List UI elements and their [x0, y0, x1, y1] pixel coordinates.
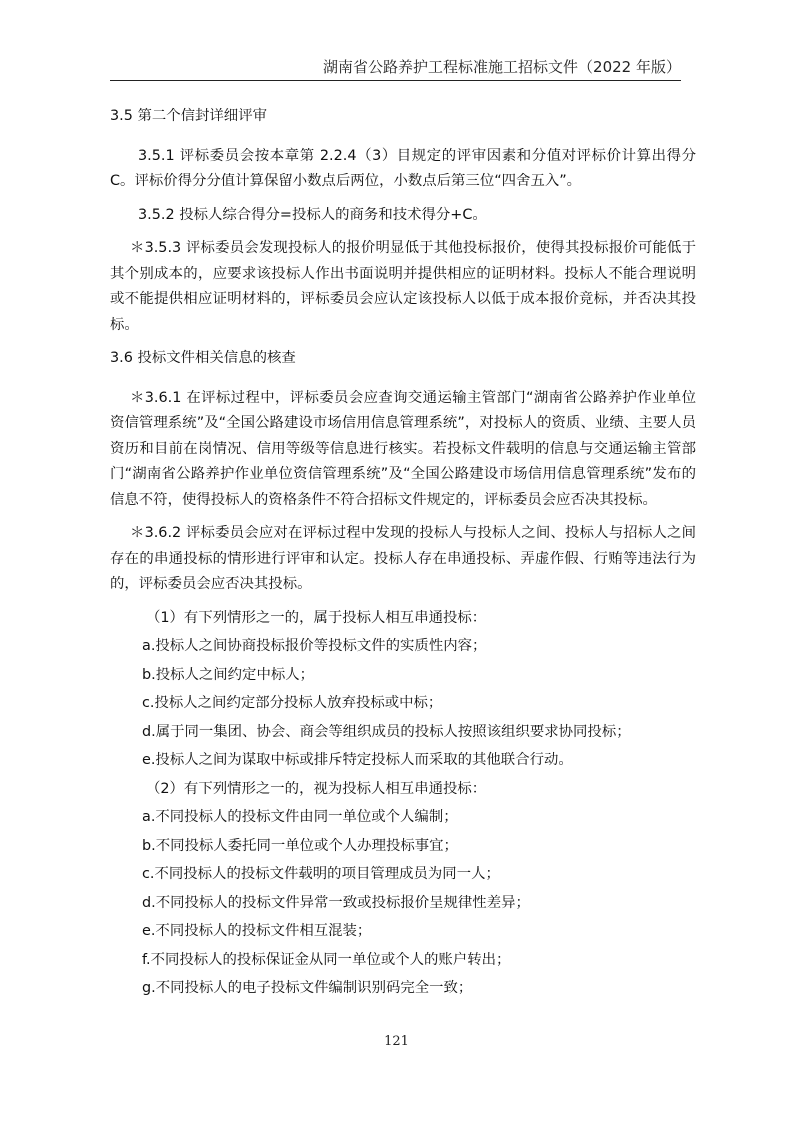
section-heading-3-5: 3.5 第二个信封详细评审	[110, 108, 267, 124]
clause-3-5-1: 3.5.1 评标委员会按本章第 2.2.4（3）目规定的评审因素和分值对评标价计算出得分 C。评标价得分分值计算保留小数点后两位，小数点后第三位“四舍五入”。	[110, 147, 696, 189]
list-1-item-d: d.属于同一集团、协会、商会等组织成员的投标人按照该组织要求协同投标；	[142, 723, 631, 740]
document-body	[110, 104, 696, 1005]
list-1-item-b: b.投标人之间约定中标人；	[142, 666, 315, 683]
clause-3-6-1: ＊3.6.1 在评标过程中，评标委员会应查询交通运输主管部门“湖南省公路养护作业单位资信管理系统”及“全国公路建设市场信用信息管理系统”，对投标人的资质、业绩、主要人员资历和目前在岗情况、信用等级等信息进行核实。若投标文件载明的信息与交通运输主管部门“湖南省公路养护作业单位资信管理系统”及“全国公路建设市场信用信息管理系统”发布的信息不符，使得投标人的资格条件不符合招标文件规定的，评标委员会应否决其投标。	[110, 389, 696, 508]
list-1-item-e: e.投标人之间为谋取中标或排斥特定投标人而采取的其他联合行动。	[142, 752, 573, 768]
list-2-intro: （2）有下列情形之一的，视为投标人相互串通投标：	[146, 780, 487, 797]
section-heading-3-6: 3.6 投标文件相关信息的核查	[110, 350, 296, 366]
header-rule	[110, 80, 681, 81]
list-2-item-f: f.不同投标人的投标保证金从同一单位或个人的账户转出；	[142, 951, 511, 968]
list-2-item-d: d.不同投标人的投标文件异常一致或投标报价呈规律性差异；	[142, 894, 530, 911]
list-1-intro: （1）有下列情形之一的，属于投标人相互串通投标：	[146, 609, 487, 626]
running-header: 湖南省公路养护工程标准施工招标文件（2022 年版）	[323, 58, 681, 76]
list-2-item-g: g.不同投标人的电子投标文件编制识别码完全一致；	[142, 980, 473, 996]
clause-3-5-3: ＊3.5.3 评标委员会发现投标人的报价明显低于其他投标报价，使得其投标报价可能低于其个别成本的，应要求该投标人作出书面说明并提供相应的证明材料。投标人不能合理说明或不能提供相应证明材料的，评标委员会应认定该投标人以低于成本报价竞标，并否决其投标。	[110, 240, 696, 333]
list-2-item-c: c.不同投标人的投标文件载明的项目管理成员为同一人；	[142, 866, 500, 882]
list-1-item-c: c.投标人之间约定部分投标人放弃投标或中标；	[142, 695, 443, 711]
list-2-item-b: b.不同投标人委托同一单位或个人办理投标事宜；	[142, 837, 458, 854]
list-2-item-e: e.不同投标人的投标文件相互混装；	[142, 923, 372, 939]
clause-3-6-2: ＊3.6.2 评标委员会应对在评标过程中发现的投标人与投标人之间、投标人与招标人之间存在的串通投标的情形进行评审和认定。投标人存在串通投标、弄虚作假、行贿等违法行为的，评标委员会应否决其投标。	[110, 525, 696, 592]
list-2-item-a: a.不同投标人的投标文件由同一单位或个人编制；	[142, 809, 458, 825]
page-number: 121	[384, 1034, 409, 1049]
clause-3-5-2: 3.5.2 投标人综合得分=投标人的商务和技术得分+C。	[138, 206, 487, 223]
list-1-item-a: a.投标人之间协商投标报价等投标文件的实质性内容；	[142, 638, 487, 654]
